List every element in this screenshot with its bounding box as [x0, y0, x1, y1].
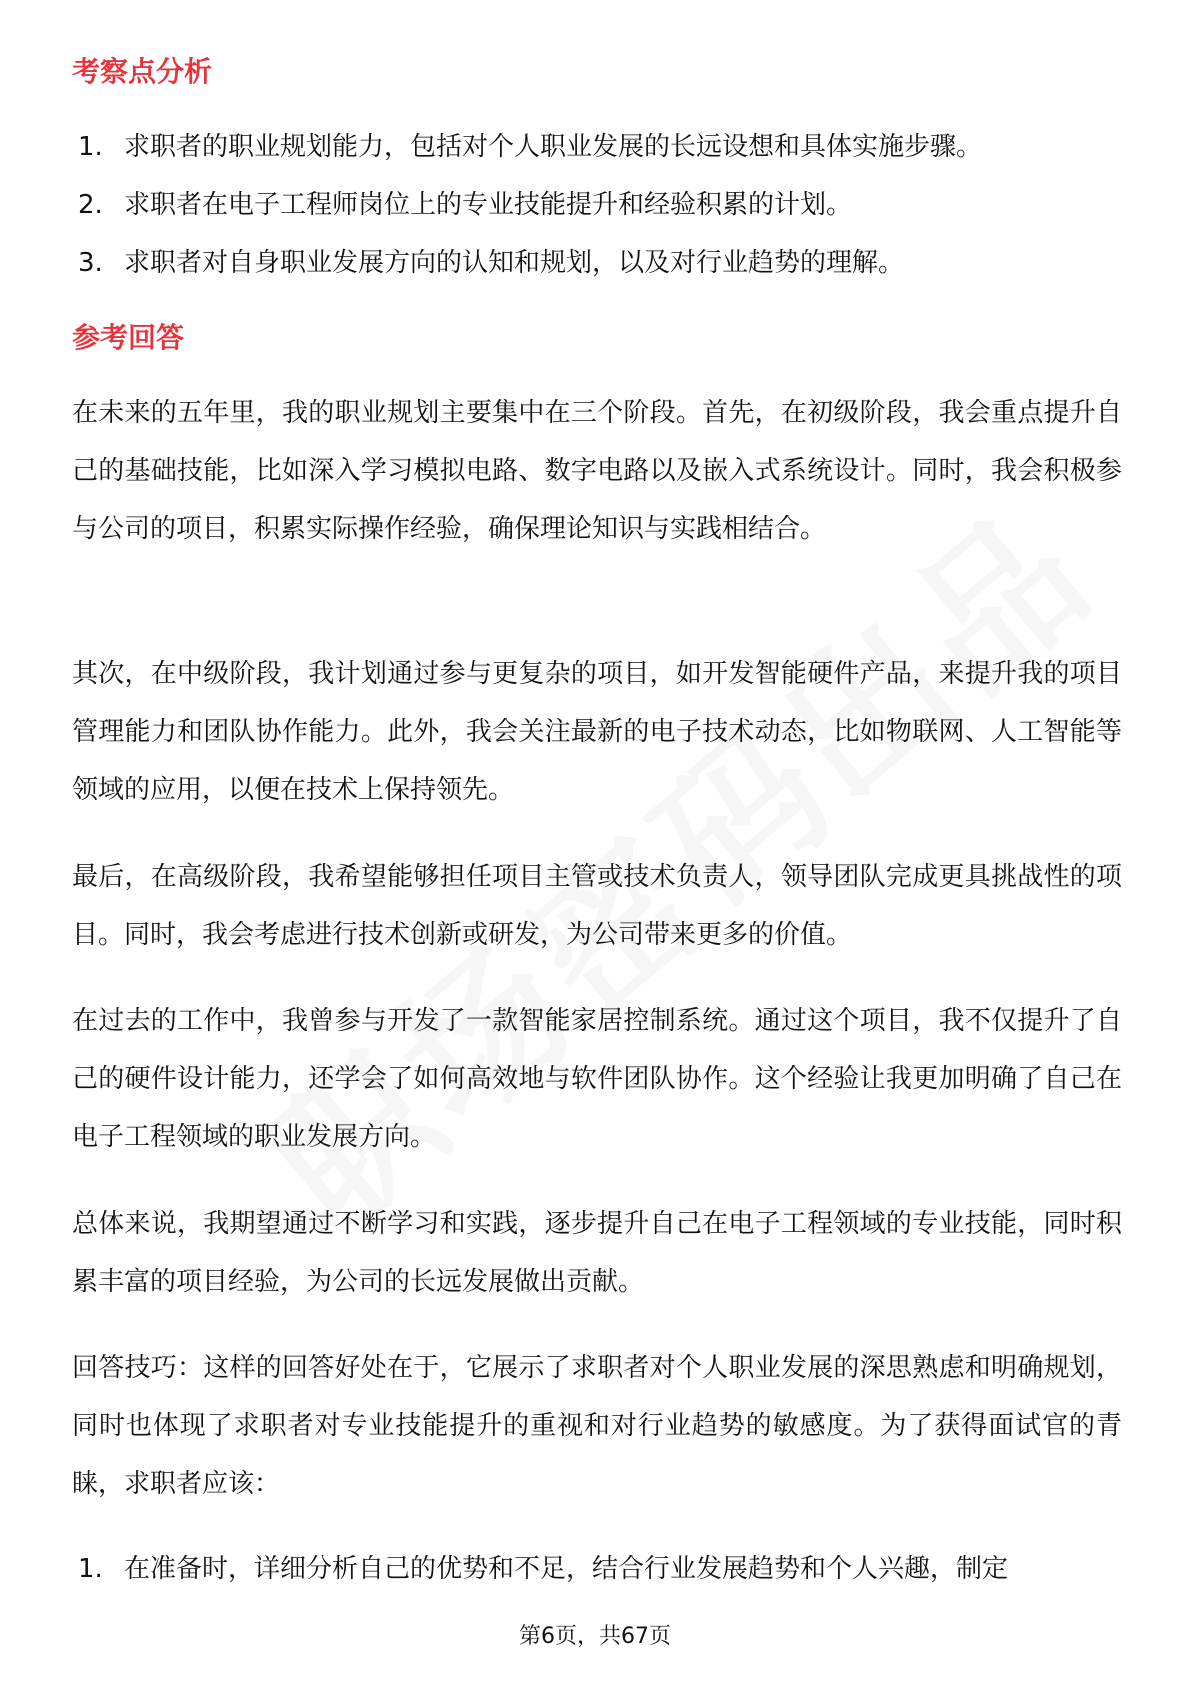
list-item	[78, 118, 982, 176]
list-item	[78, 234, 982, 292]
list-item-number: 2.	[78, 190, 103, 220]
analysis-points-list	[78, 118, 982, 292]
section-title-answer: 参考回答	[72, 321, 185, 354]
answer-tips-paragraph: 回答技巧：这样的回答好处在于，它展示了求职者对个人职业发展的深思熟虑和明确规划，同时也体现了求职者对专业技能提升的重视和对行业趋势的敏感度。为了获得面试官的青睐，求职者应该：	[72, 1353, 1122, 1499]
tips-list	[78, 1540, 1008, 1598]
list-item-text: 在准备时，详细分析自己的优势和不足，结合行业发展趋势和个人兴趣，制定	[124, 1554, 1009, 1584]
list-item-number: 1.	[78, 132, 103, 162]
page-footer: 第6页，共67页	[519, 1624, 671, 1649]
list-item-text: 求职者在电子工程师岗位上的专业技能提升和经验积累的计划。	[124, 190, 853, 220]
list-item-text: 求职者对自身职业发展方向的认知和规划，以及对行业趋势的理解。	[124, 248, 905, 278]
list-item	[78, 176, 982, 234]
section-title-analysis: 考察点分析	[72, 55, 213, 88]
list-item-text: 求职者的职业规划能力，包括对个人职业发展的长远设想和具体实施步骤。	[124, 132, 983, 162]
list-item-number: 3.	[78, 248, 103, 278]
list-item-number: 1.	[78, 1554, 103, 1584]
answer-paragraph: 其次，在中级阶段，我计划通过参与更复杂的项目，如开发智能硬件产品，来提升我的项目管理能力和团队协作能力。此外，我会关注最新的电子技术动态，比如物联网、人工智能等领域的应用，以便在技术上保持领先。	[72, 659, 1122, 805]
answer-paragraph: 总体来说，我期望通过不断学习和实践，逐步提升自己在电子工程领域的专业技能，同时积累丰富的项目经验，为公司的长远发展做出贡献。	[72, 1209, 1122, 1297]
answer-paragraph: 在未来的五年里，我的职业规划主要集中在三个阶段。首先，在初级阶段，我会重点提升自己的基础技能，比如深入学习模拟电路、数字电路以及嵌入式系统设计。同时，我会积极参与公司的项目，积累实际操作经验，确保理论知识与实践相结合。	[72, 398, 1122, 544]
answer-paragraph: 在过去的工作中，我曾参与开发了一款智能家居控制系统。通过这个项目，我不仅提升了自己的硬件设计能力，还学会了如何高效地与软件团队协作。这个经验让我更加明确了自己在电子工程领域的职业发展方向。	[72, 1006, 1122, 1152]
list-item	[78, 1540, 1008, 1598]
answer-paragraph: 最后，在高级阶段，我希望能够担任项目主管或技术负责人，领导团队完成更具挑战性的项目。同时，我会考虑进行技术创新或研发，为公司带来更多的价值。	[72, 862, 1122, 950]
